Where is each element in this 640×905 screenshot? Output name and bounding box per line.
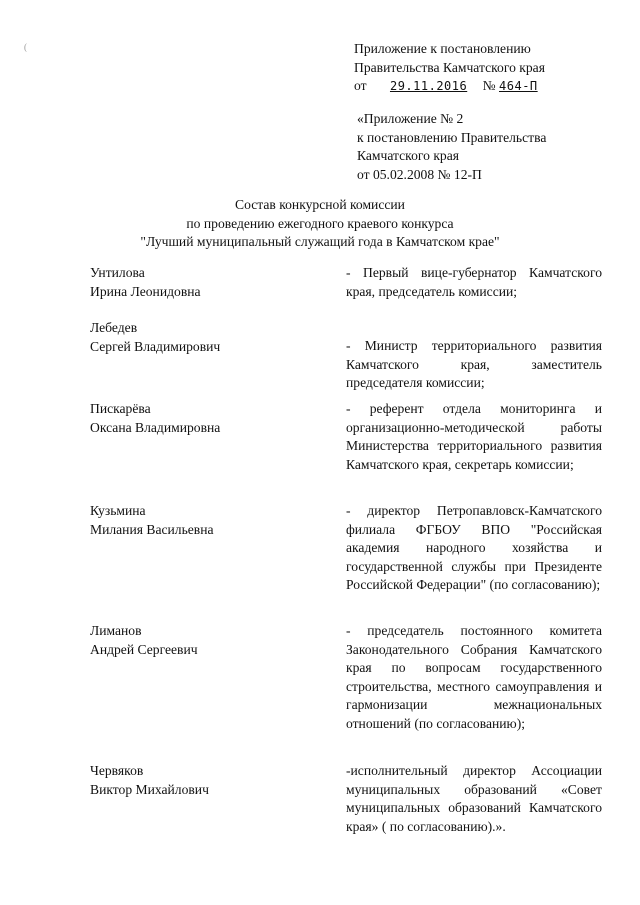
member-role: - директор Петропавловск-Камчатского филиала ФГБОУ ВПО "Российская академия народного хозяйства и государственной службы при Президенте Российской Федерации" (по согласованию); — [346, 503, 602, 592]
member-name — [90, 400, 320, 437]
member-name — [90, 319, 320, 356]
member-name — [90, 502, 320, 539]
member-surname: Пискарёва — [90, 401, 151, 416]
member-role: - референт отдела мониторинга и организационно-методической работы Министерства территориального развития Камчатского края, секретарь комиссии; — [346, 401, 602, 472]
member-role: - Министр территориального развития Камчатского края, заместитель председателя комиссии; — [346, 338, 602, 390]
member-given-names: Ирина Леонидовна — [90, 283, 201, 299]
scan-mark: ( — [24, 42, 27, 52]
annex-line-1: «Приложение № 2 — [357, 111, 464, 126]
member-name — [90, 762, 320, 799]
title-line-1: Состав конкурсной комиссии — [235, 197, 405, 212]
member-name — [90, 264, 320, 301]
annex-line-4: от 05.02.2008 № 12-П — [357, 166, 482, 182]
approval-from-label: от — [354, 78, 367, 93]
title-line-3: "Лучший муниципальный служащий года в Камчатском крае" — [140, 234, 500, 249]
approval-line-2: Правительства Камчатского края — [354, 59, 545, 75]
member-given-names: Сергей Владимирович — [90, 338, 221, 354]
member-role: -исполнительный директор Ассоциации муниципальных образований «Совет муниципальных образований Камчатского края» ( по согласованию).». — [346, 763, 602, 834]
member-given-names: Оксана Владимировна — [90, 419, 221, 435]
member-given-names: Андрей Сергеевич — [90, 641, 198, 657]
approval-line-3 — [354, 77, 614, 96]
member-given-names: Виктор Михайлович — [90, 781, 209, 797]
member-name — [90, 622, 320, 659]
approval-line-1: Приложение к постановлению — [354, 41, 531, 56]
member-surname: Унтилова — [90, 265, 145, 280]
approval-number: 464-П — [499, 79, 538, 93]
member-surname: Лиманов — [90, 623, 142, 638]
member-role: - Первый вице-губернатор Камчатского края, председатель комиссии; — [346, 265, 602, 299]
annex-line-2: к постановлению Правительства — [357, 129, 547, 145]
annex-line-3: Камчатского края — [357, 148, 460, 163]
approval-stamp — [354, 40, 614, 96]
member-role: - председатель постоянного комитета Законодательного Собрания Камчатского края по вопросам государственного строительства, местного самоуправления и гармонизации межнациональных отношений (по согласованию); — [346, 623, 602, 731]
approval-number-label: № — [482, 78, 496, 93]
annex-reference — [357, 110, 617, 184]
member-surname: Лебедев — [90, 320, 138, 335]
member-surname: Кузьмина — [90, 503, 146, 518]
member-given-names: Милания Васильевна — [90, 521, 214, 537]
title-line-2: по проведению ежегодного краевого конкурса — [186, 215, 454, 231]
document-title — [80, 196, 560, 252]
member-surname: Червяков — [90, 763, 144, 778]
approval-date: 29.11.2016 — [389, 79, 468, 93]
